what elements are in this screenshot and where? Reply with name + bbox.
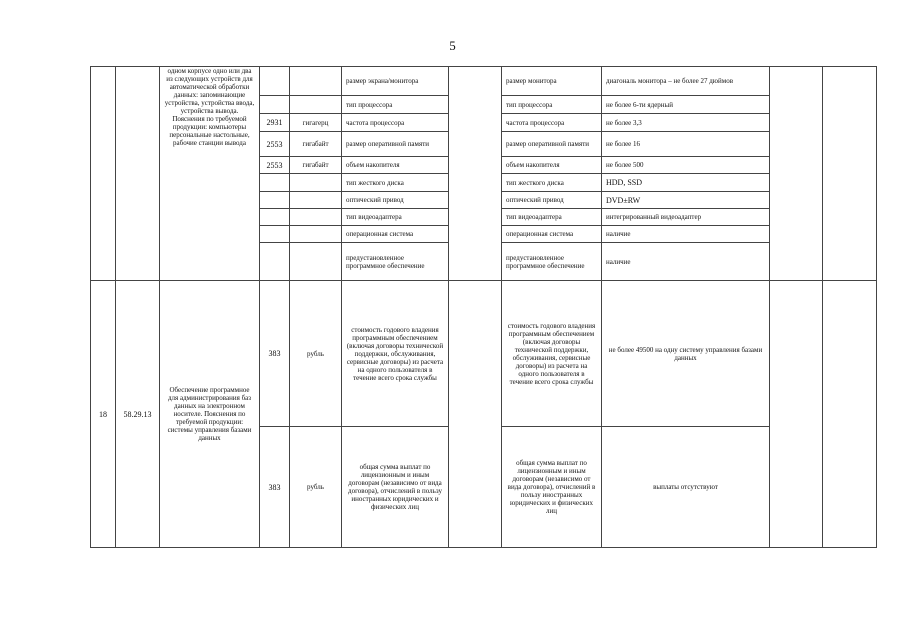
cell-unit bbox=[290, 192, 342, 209]
cell-unit bbox=[290, 67, 342, 96]
cell-okpd bbox=[116, 67, 160, 281]
cell-value: не более 3,3 bbox=[602, 114, 770, 132]
cell-value: выплаты отсутствуют bbox=[602, 427, 770, 548]
cell-unit: гигагерц bbox=[290, 114, 342, 132]
cell-unit: гигабайт bbox=[290, 132, 342, 157]
cell-char-name-2: объем накопителя bbox=[502, 157, 602, 174]
cell-value: не более 49500 на одну систему управления базами данных bbox=[602, 281, 770, 427]
cell-char-name-2: общая сумма выплат по лицензионным и иным договорам (независимо от вида договора), отчислений в пользу иностранных юридических и физических лиц bbox=[502, 427, 602, 548]
cell-char-name-2: размер монитора bbox=[502, 67, 602, 96]
cell-unit bbox=[290, 226, 342, 243]
cell-char-name: тип жесткого диска bbox=[342, 174, 449, 192]
cell-value: диагональ монитора – не более 27 дюймов bbox=[602, 67, 770, 96]
cell-char-name-2: размер оперативной памяти bbox=[502, 132, 602, 157]
cell-char-name: оптический привод bbox=[342, 192, 449, 209]
cell-char-name: стоимость годового владения программным обеспечением (включая договоры технической поддержки, обслуживания, сервисные договоры) из расчета на одного пользователя в течение всего срока службы bbox=[342, 281, 449, 427]
cell-product-name: одном корпусе одно или два из следующих устройств для автоматической обработки данных: запоминающие устройства, устройства ввода, устройства вывода. Пояснения по требуемой продукции: компьютеры персональные настольные, рабочие станции вывода bbox=[160, 67, 260, 281]
cell-char-name: тип видеоадаптера bbox=[342, 209, 449, 226]
cell-empty bbox=[449, 281, 502, 548]
cell-char-name: операционная система bbox=[342, 226, 449, 243]
cell-unit: рубль bbox=[290, 281, 342, 427]
cell-empty bbox=[770, 67, 823, 281]
cell-code: 383 bbox=[260, 427, 290, 548]
cell-unit: рубль bbox=[290, 427, 342, 548]
cell-char-name-2: тип процессора bbox=[502, 96, 602, 114]
cell-char-name: объем накопителя bbox=[342, 157, 449, 174]
cell-code bbox=[260, 192, 290, 209]
requirements-table bbox=[90, 66, 877, 548]
cell-code bbox=[260, 67, 290, 96]
cell-unit bbox=[290, 96, 342, 114]
page-number: 5 bbox=[449, 38, 456, 53]
cell-unit bbox=[290, 243, 342, 281]
cell-code bbox=[260, 209, 290, 226]
cell-char-name: общая сумма выплат по лицензионным и иным договорам (независимо от вида договора), отчислений в пользу иностранных юридических и физических лиц bbox=[342, 427, 449, 548]
cell-product-name: Обеспечение программное для администрирования баз данных на электронном носителе. Пояснения по требуемой продукции: системы управления базами данных bbox=[160, 281, 260, 548]
cell-unit: гигабайт bbox=[290, 157, 342, 174]
cell-char-name-2: предустановленное программное обеспечение bbox=[502, 243, 602, 281]
cell-char-name-2: тип жесткого диска bbox=[502, 174, 602, 192]
table-row bbox=[91, 281, 877, 427]
cell-char-name: размер оперативной памяти bbox=[342, 132, 449, 157]
cell-char-name: тип процессора bbox=[342, 96, 449, 114]
cell-empty bbox=[823, 67, 877, 281]
cell-char-name: частота процессора bbox=[342, 114, 449, 132]
cell-num: 18 bbox=[91, 281, 116, 548]
cell-char-name: предустановленное программное обеспечение bbox=[342, 243, 449, 281]
cell-code: 2553 bbox=[260, 157, 290, 174]
cell-code bbox=[260, 96, 290, 114]
cell-char-name-2: тип видеоадаптера bbox=[502, 209, 602, 226]
cell-code bbox=[260, 174, 290, 192]
cell-value: не более 500 bbox=[602, 157, 770, 174]
cell-empty bbox=[770, 281, 823, 548]
cell-num bbox=[91, 67, 116, 281]
cell-char-name: размер экрана/монитора bbox=[342, 67, 449, 96]
cell-okpd: 58.29.13 bbox=[116, 281, 160, 548]
cell-value: интегрированный видеоадаптер bbox=[602, 209, 770, 226]
cell-char-name-2: частота процессора bbox=[502, 114, 602, 132]
cell-code bbox=[260, 226, 290, 243]
cell-char-name-2: операционная система bbox=[502, 226, 602, 243]
cell-value: HDD, SSD bbox=[602, 174, 770, 192]
cell-code: 383 bbox=[260, 281, 290, 427]
cell-code: 2553 bbox=[260, 132, 290, 157]
cell-value: наличие bbox=[602, 226, 770, 243]
cell-empty bbox=[823, 281, 877, 548]
cell-empty bbox=[449, 67, 502, 281]
cell-char-name-2: оптический привод bbox=[502, 192, 602, 209]
cell-code bbox=[260, 243, 290, 281]
cell-code: 2931 bbox=[260, 114, 290, 132]
cell-char-name-2: стоимость годового владения программным обеспечением (включая договоры технической поддержки, обслуживания, сервисные договоры) из расчета на одного пользователя в течение всего срока службы bbox=[502, 281, 602, 427]
cell-value: наличие bbox=[602, 243, 770, 281]
cell-unit bbox=[290, 209, 342, 226]
table-row bbox=[91, 67, 877, 96]
cell-value: не более 16 bbox=[602, 132, 770, 157]
cell-value: DVD±RW bbox=[602, 192, 770, 209]
cell-value: не более 6-ти ядерный bbox=[602, 96, 770, 114]
cell-unit bbox=[290, 174, 342, 192]
